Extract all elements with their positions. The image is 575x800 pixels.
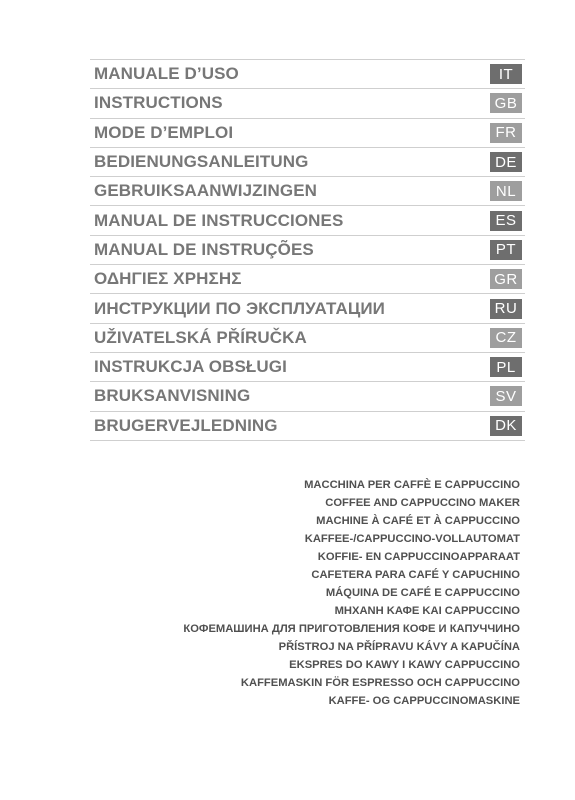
product-name: PŘÍSTROJ NA PŘÍPRAVU KÁVY A KAPUČÍNA — [278, 641, 520, 653]
language-title: BRUKSANVISNING — [94, 386, 251, 406]
language-row — [90, 324, 525, 353]
language-row — [90, 119, 525, 148]
language-code-badge: SV — [490, 386, 522, 406]
language-title: INSTRUKCJA OBSŁUGI — [94, 357, 287, 377]
language-code-badge: PT — [490, 240, 522, 260]
language-title: ИНСТРУКЦИИ ПО ЭКСПЛУАТАЦИИ — [94, 298, 385, 318]
product-name: MÁQUINA DE CAFÉ E CAPPUCCINO — [325, 587, 520, 599]
product-name: MACCHINA PER CAFFÈ E CAPPUCCINO — [304, 479, 520, 491]
product-name: CAFETERA PARA CAFÉ Y CAPUCHINO — [311, 569, 520, 581]
language-row — [90, 294, 525, 323]
language-code-badge: RU — [490, 299, 522, 319]
language-title: UŽIVATELSKÁ PŘÍRUČKA — [94, 327, 307, 347]
product-name: COFFEE AND CAPPUCCINO MAKER — [325, 497, 520, 509]
product-name: MACHINE À CAFÉ ET À CAPPUCCINO — [316, 515, 520, 527]
product-name-list — [183, 476, 520, 710]
language-code-badge: PL — [490, 357, 522, 377]
language-title: GEBRUIKSAANWIJZINGEN — [94, 181, 318, 201]
language-code-badge: GR — [490, 269, 522, 289]
language-code-badge: FR — [490, 123, 522, 143]
language-row — [90, 265, 525, 294]
language-row — [90, 60, 525, 89]
language-code-badge: CZ — [490, 328, 522, 348]
language-code-badge: GB — [490, 93, 522, 113]
language-row — [90, 148, 525, 177]
product-name: КОФЕМАШИНА ДЛЯ ПРИГОТОВЛЕНИЯ КОФЕ И КАПУЧЧИНО — [183, 623, 520, 635]
language-table — [90, 59, 525, 441]
language-row — [90, 412, 525, 441]
language-title: MODE D’EMPLOI — [94, 122, 234, 142]
product-name: KOFFIE- EN CAPPUCCINOAPPARAAT — [317, 551, 520, 563]
language-code-badge: IT — [490, 64, 522, 84]
language-title: ΟΔΗΓΙΕΣ ΧΡΗΣΗΣ — [94, 269, 242, 289]
language-row — [90, 177, 525, 206]
language-row — [90, 206, 525, 235]
language-code-badge: NL — [490, 181, 522, 201]
language-code-badge: ES — [490, 211, 522, 231]
language-title: MANUALE D’USO — [94, 64, 239, 84]
language-row — [90, 89, 525, 118]
language-title: INSTRUCTIONS — [94, 93, 223, 113]
language-row — [90, 353, 525, 382]
product-name: KAFFE- OG CAPPUCCINOMASKINE — [328, 695, 520, 707]
language-title: BRUGERVEJLEDNING — [94, 415, 278, 435]
product-name: EKSPRES DO KAWY I KAWY CAPPUCCINO — [289, 659, 520, 671]
product-name: KAFFEE-/CAPPUCCINO-VOLLAUTOMAT — [304, 533, 520, 545]
product-name: KAFFEMASKIN FÖR ESPRESSO OCH CAPPUCCINO — [240, 677, 520, 689]
product-name: ΜΗΧΑΝΗ ΚΑΦΕ ΚΑΙ CAPPUCCINO — [334, 605, 520, 617]
language-title: MANUAL DE INSTRUCCIONES — [94, 210, 344, 230]
language-row — [90, 382, 525, 411]
language-code-badge: DE — [490, 152, 522, 172]
language-title: MANUAL DE INSTRUÇÕES — [94, 239, 314, 259]
language-title: BEDIENUNGSANLEITUNG — [94, 152, 309, 172]
language-code-badge: DK — [490, 416, 522, 436]
language-row — [90, 236, 525, 265]
